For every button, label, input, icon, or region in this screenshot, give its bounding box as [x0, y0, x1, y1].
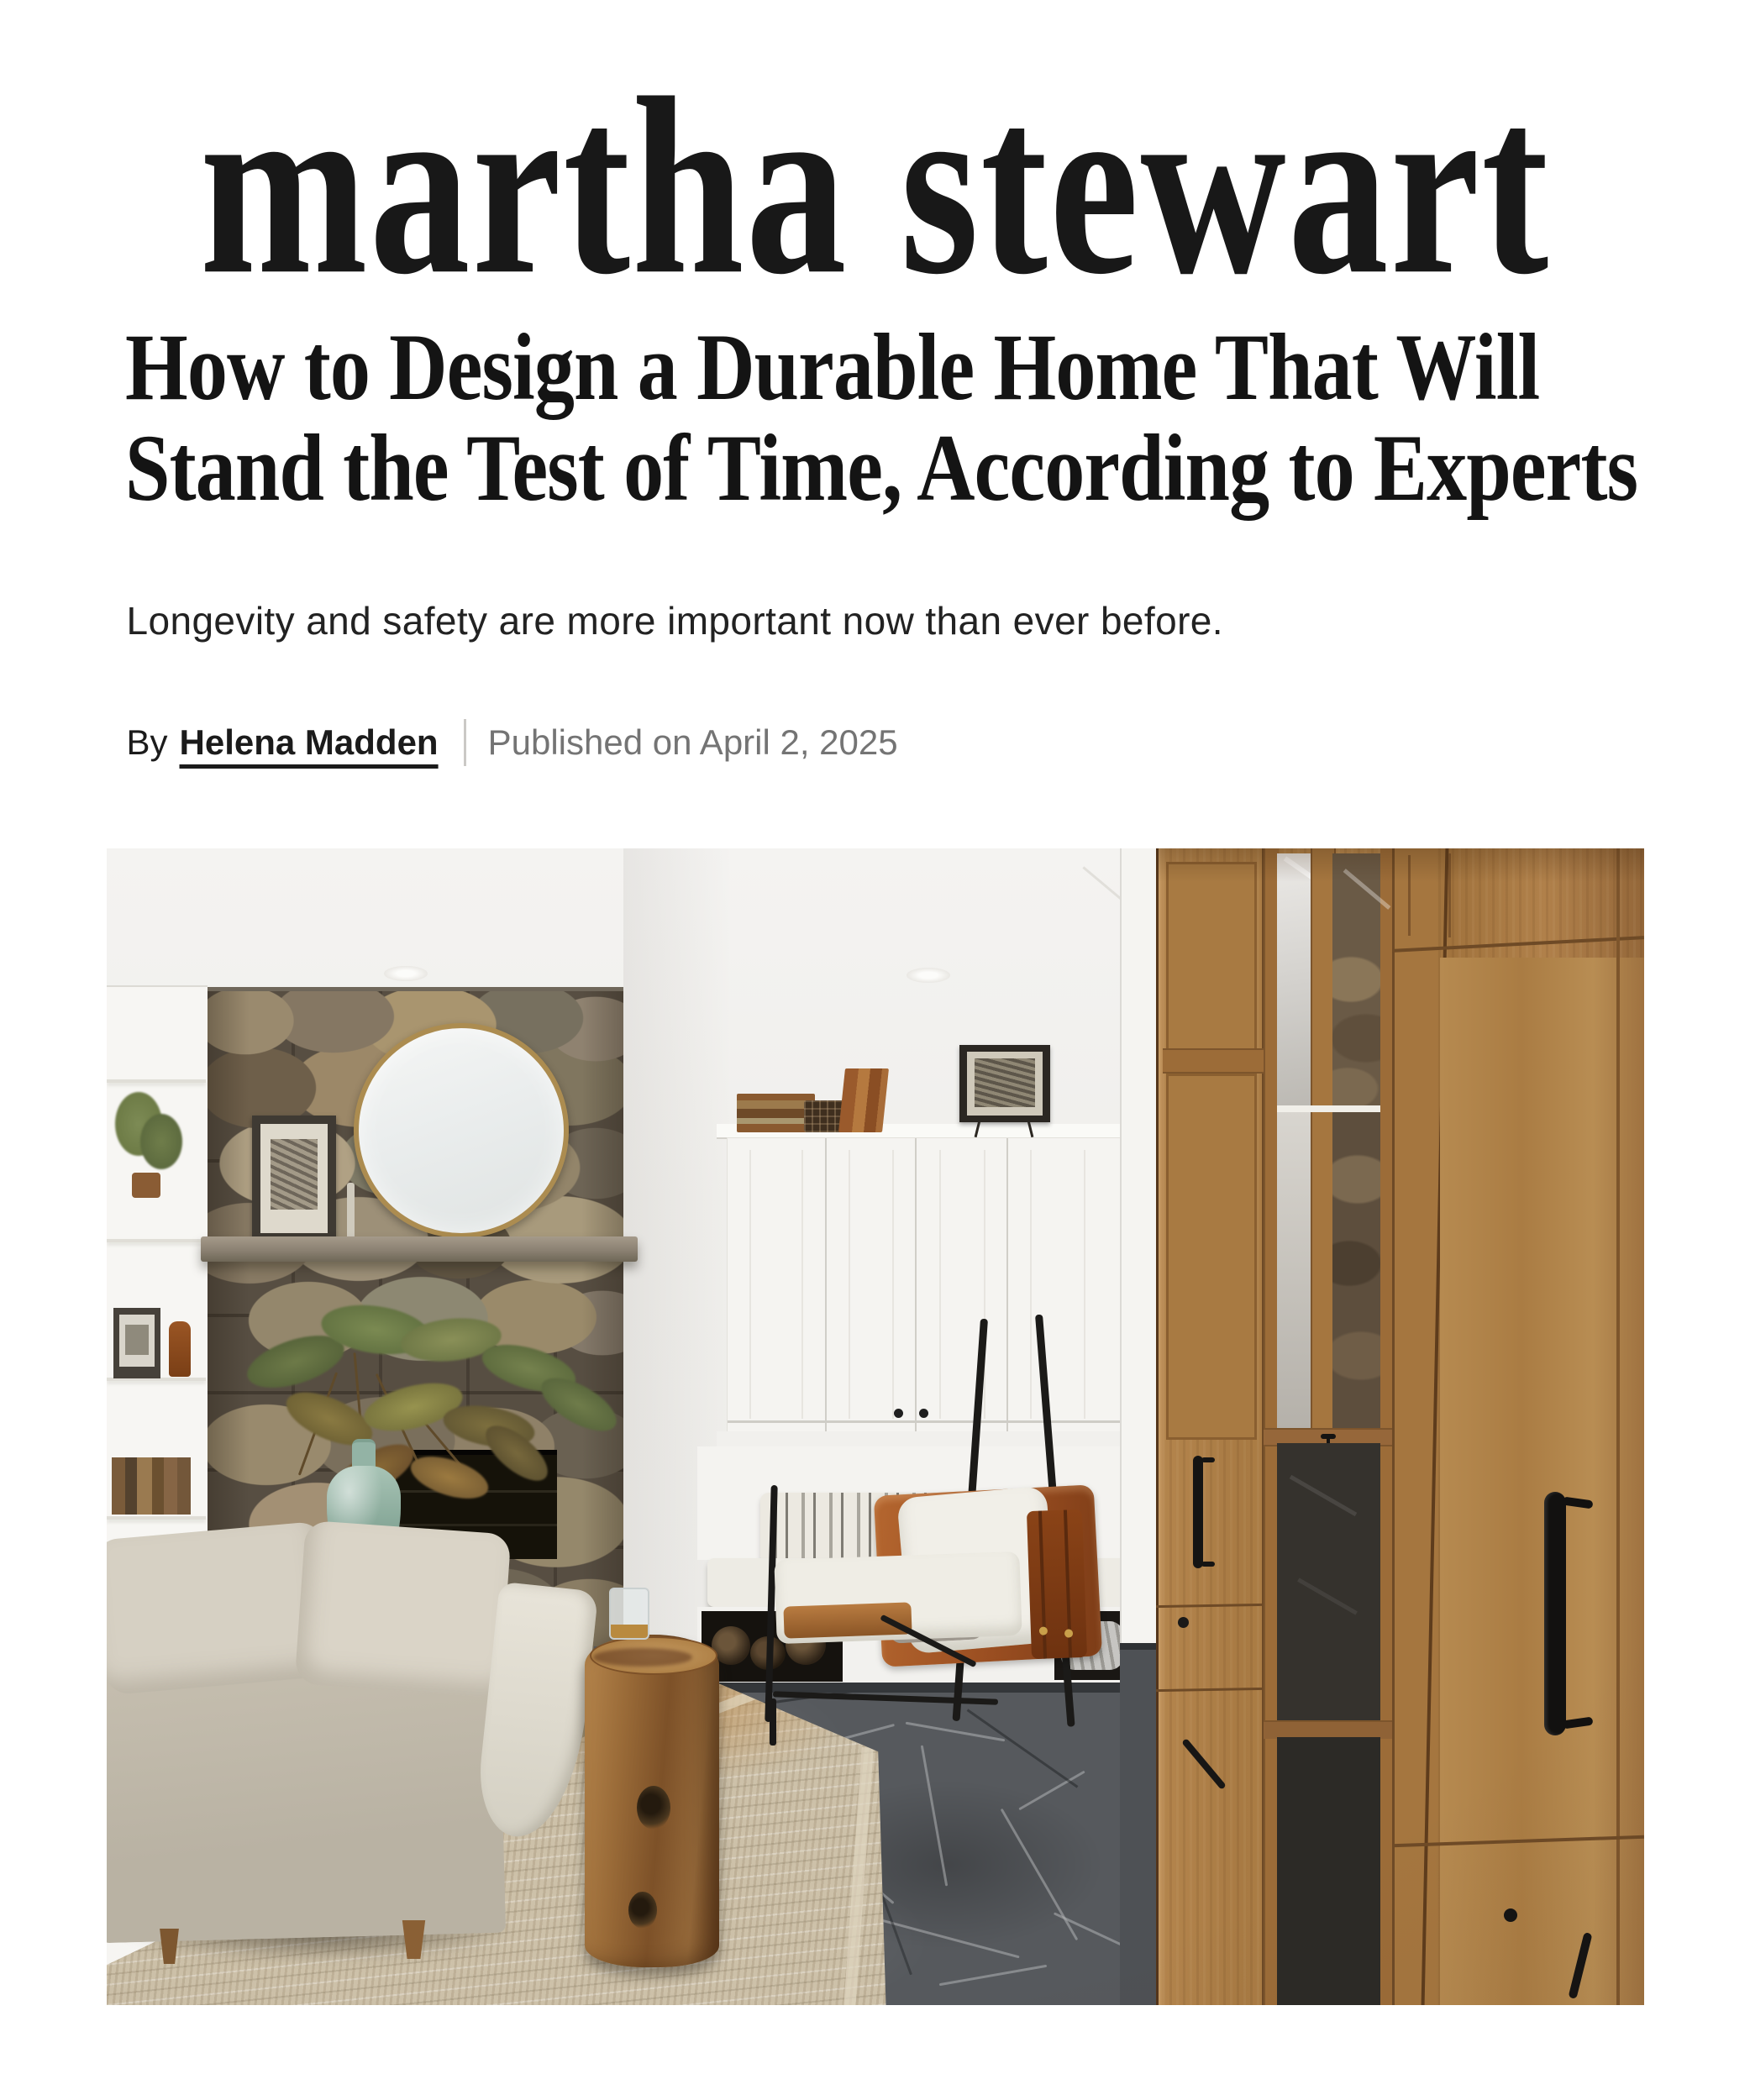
byline: [127, 719, 898, 766]
martha-stewart-logo[interactable]: martha stewart: [199, 45, 1551, 327]
article-title: [124, 315, 1663, 521]
article-dek: Longevity and safety are more important now than ever before.: [126, 599, 1223, 643]
author-link[interactable]: Helena Madden: [179, 722, 439, 762]
photo-vignette: [107, 848, 1644, 2005]
title-line-1: How to Design a Durable Home That Will: [124, 315, 1539, 420]
title-line-2: Stand the Test of Time, According to Experts: [124, 416, 1637, 521]
hero-photo: [107, 848, 1644, 2005]
publish-date: Published on April 2, 2025: [487, 722, 898, 762]
article-page: [107, 0, 1644, 2100]
byline-divider: [464, 719, 466, 766]
masthead: [107, 45, 1644, 327]
byline-prefix: By: [126, 722, 168, 762]
